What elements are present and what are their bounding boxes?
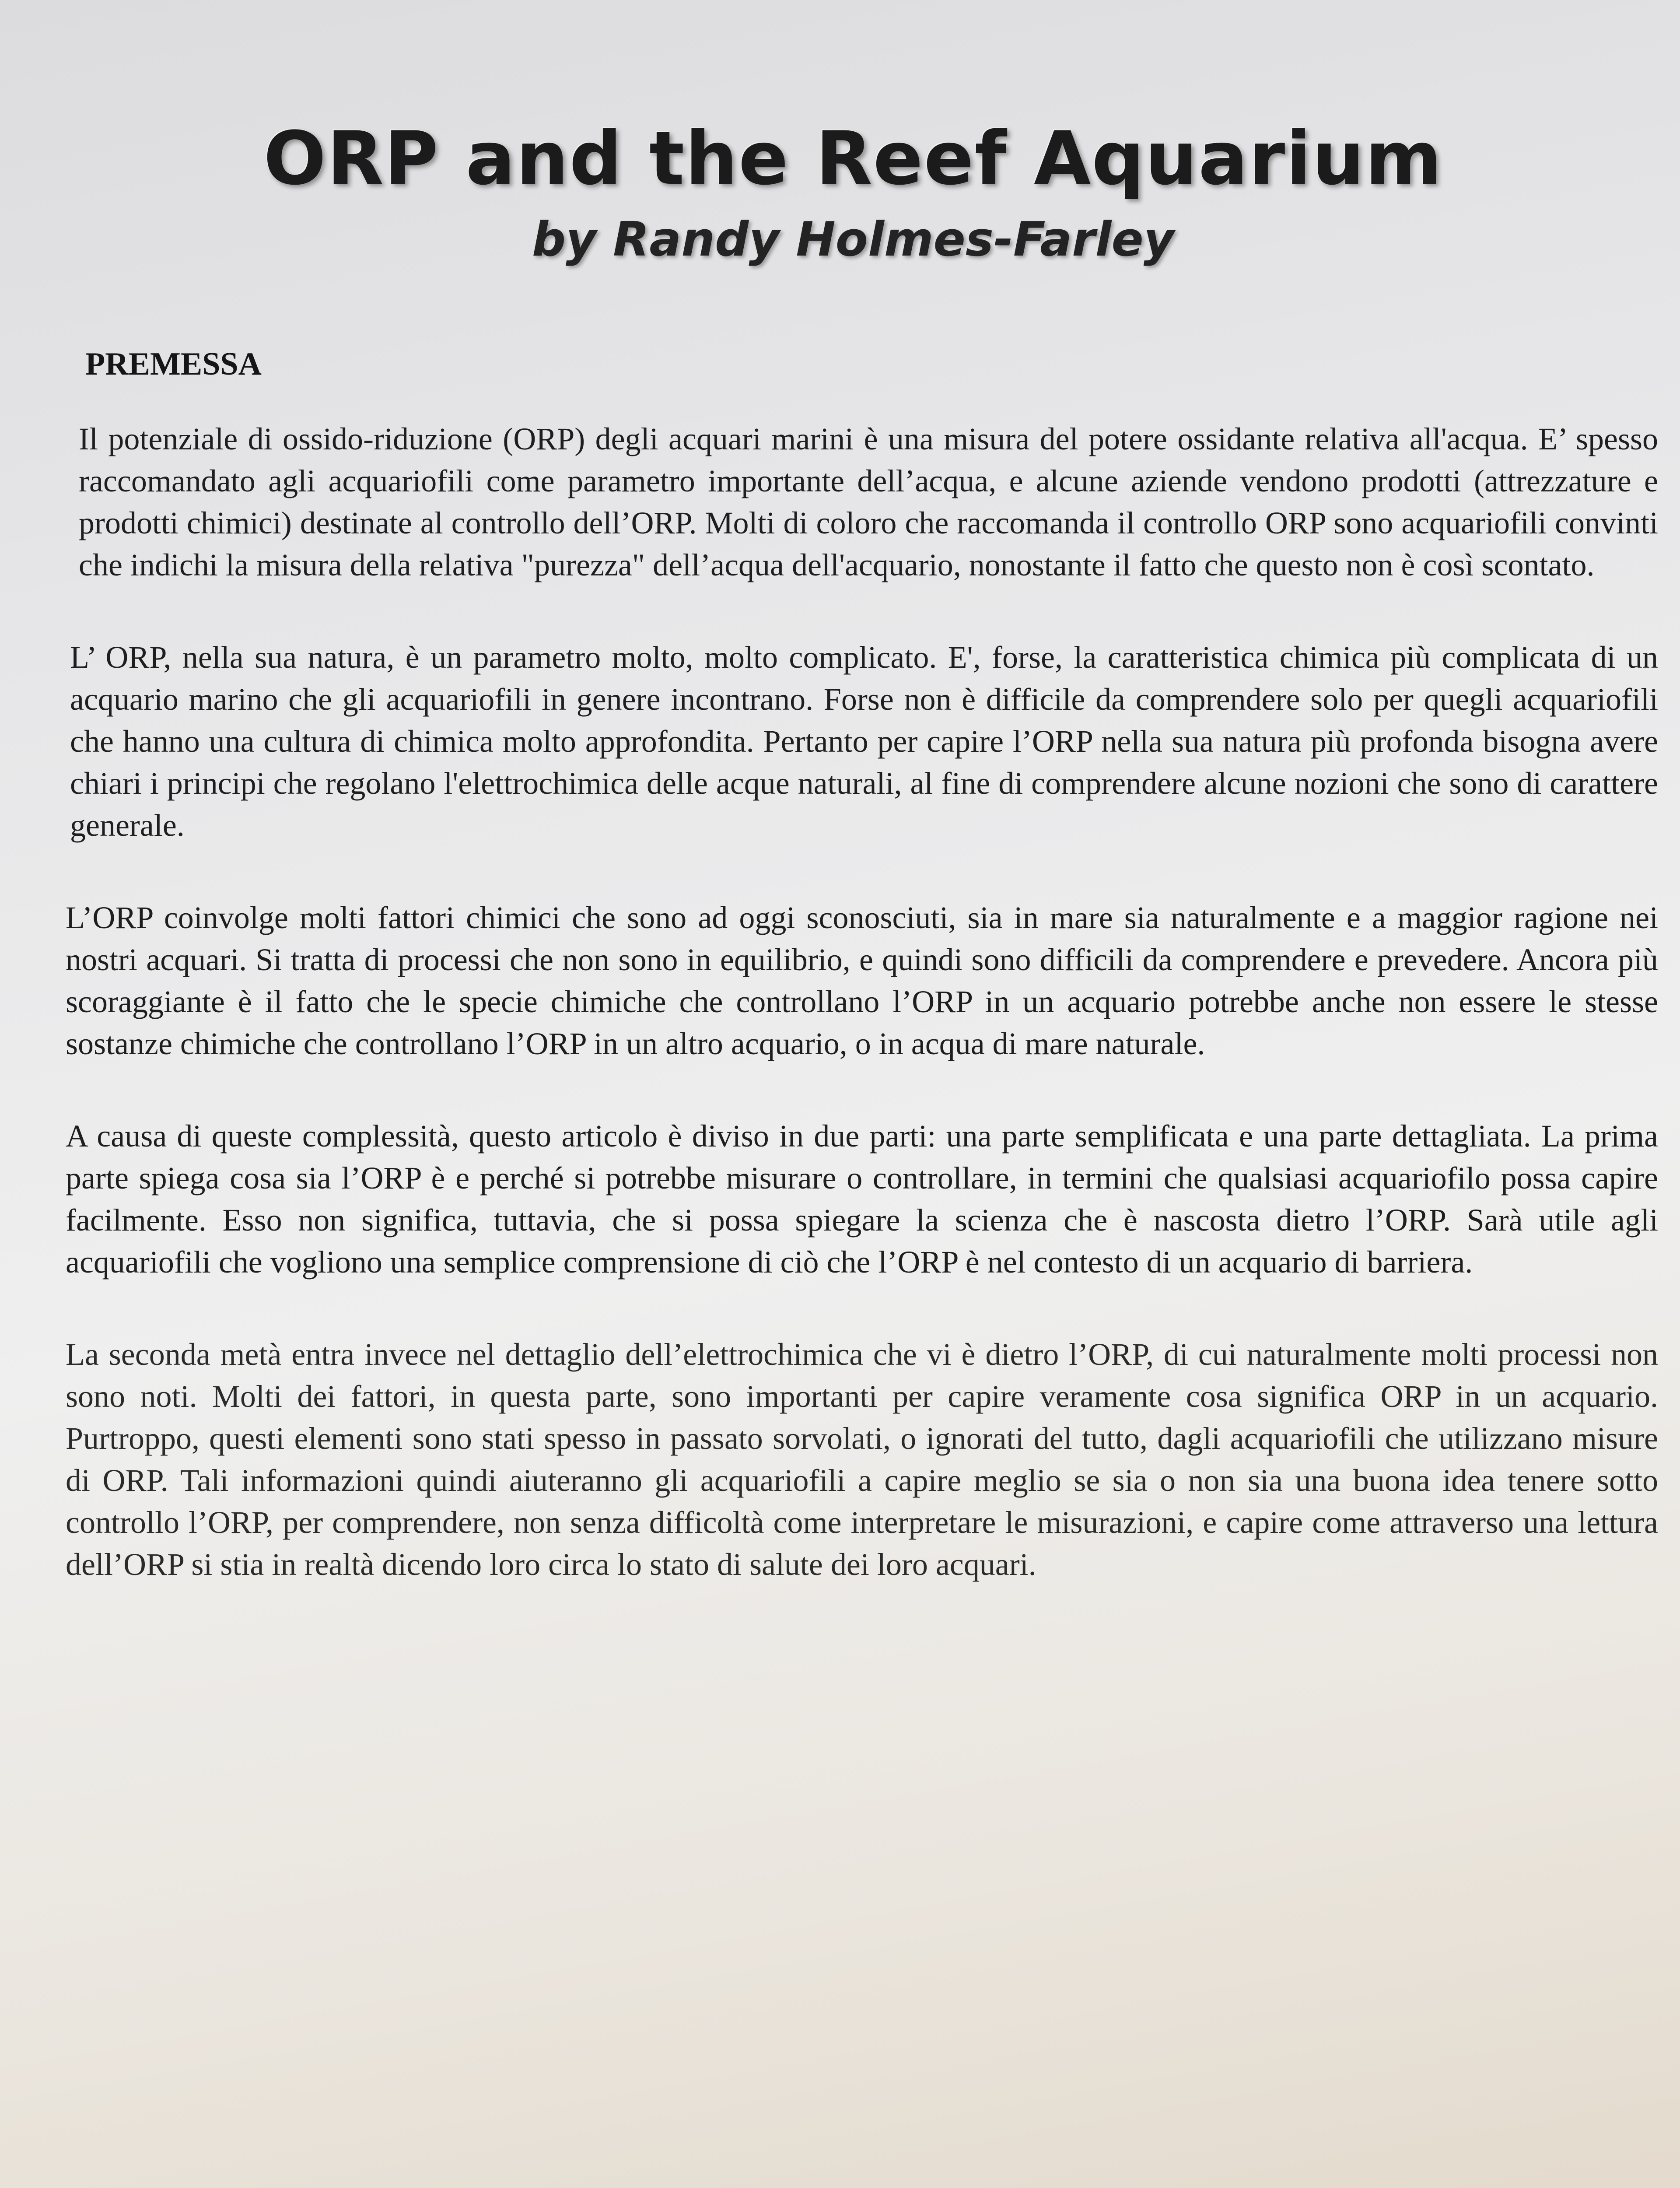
section-heading: PREMESSA bbox=[85, 346, 262, 382]
paragraph-5: La seconda metà entra invece nel dettaglio dell’elettrochimica che vi è dietro l’ORP, di cui naturalmente molti processi non sono noti. Molti dei fattori, in questa parte, sono importanti per capire veramente cosa significa ORP in un acquario. Purtroppo, questi elementi sono stati spesso in passato sorvolati, o ignorati del tutto, dagli acquariofili che utilizzano misure di ORP. Tali informazioni quindi aiuteranno gli acquariofili a capire meglio se sia o non sia una buona idea tenere sotto controllo l’ORP, per comprendere, non senza difficoltà come interpretare le misurazioni, e capire come attraverso una lettura dell’ORP si stia in realtà dicendo loro circa lo stato di salute dei loro acquari. bbox=[66, 1337, 1658, 1582]
title-block bbox=[0, 118, 1680, 267]
paragraph-3: L’ORP coinvolge molti fattori chimici che sono ad oggi sconosciuti, sia in mare sia naturalmente e a maggior ragione nei nostri acquari. Si tratta di processi che non sono in equilibrio, e quindi sono difficili da comprendere e prevedere. Ancora più scoraggiante è il fatto che le specie chimiche che controllano l’ORP in un acquario potrebbe anche non essere le stesse sostanze chimiche che controllano l’ORP in un altro acquario, o in acqua di mare naturale. bbox=[66, 900, 1658, 1061]
document-body bbox=[66, 346, 1658, 1636]
paragraph-1: Il potenziale di ossido-riduzione (ORP) degli acquari marini è una misura del potere ossidante relativa all'acqua. E’ spesso raccomandato agli acquariofili come parametro importante dell’acqua, e alcune aziende vendono prodotti (attrezzature e prodotti chimici) destinate al controllo dell’ORP. Molti di coloro che raccomanda il controllo ORP sono acquariofili convinti che indichi la misura della relativa "purezza" dell’acqua dell'acquario, nonostante il fatto che questo non è così scontato. bbox=[79, 421, 1658, 582]
document-author: by Randy Holmes-Farley bbox=[532, 212, 1175, 267]
paragraph-2: L’ ORP, nella sua natura, è un parametro molto, molto complicato. E', forse, la caratteristica chimica più complicata di un acquario marino che gli acquariofili in genere incontrano. Forse non è difficile da comprendere solo per quegli acquariofili che hanno una cultura di chimica molto approfondita. Pertanto per capire l’ORP nella sua natura più profonda bisogna avere chiari i principi che regolano l'elettrochimica delle acque naturali, al fine di comprendere alcune nozioni che sono di carattere generale. bbox=[70, 640, 1658, 843]
paragraph-4: A causa di queste complessità, questo articolo è diviso in due parti: una parte semplificata e una parte dettagliata. La prima parte spiega cosa sia l’ORP è e perché si potrebbe misurare o controllare, in termini che qualsiasi acquariofilo possa capire facilmente. Esso non significa, tuttavia, che si possa spiegare la scienza che è nascosta dietro l’ORP. Sarà utile agli acquariofili che vogliono una semplice comprensione di ciò che l’ORP è nel contesto di un acquario di barriera. bbox=[66, 1119, 1658, 1280]
document-title: ORP and the Reef Aquarium bbox=[263, 116, 1443, 201]
